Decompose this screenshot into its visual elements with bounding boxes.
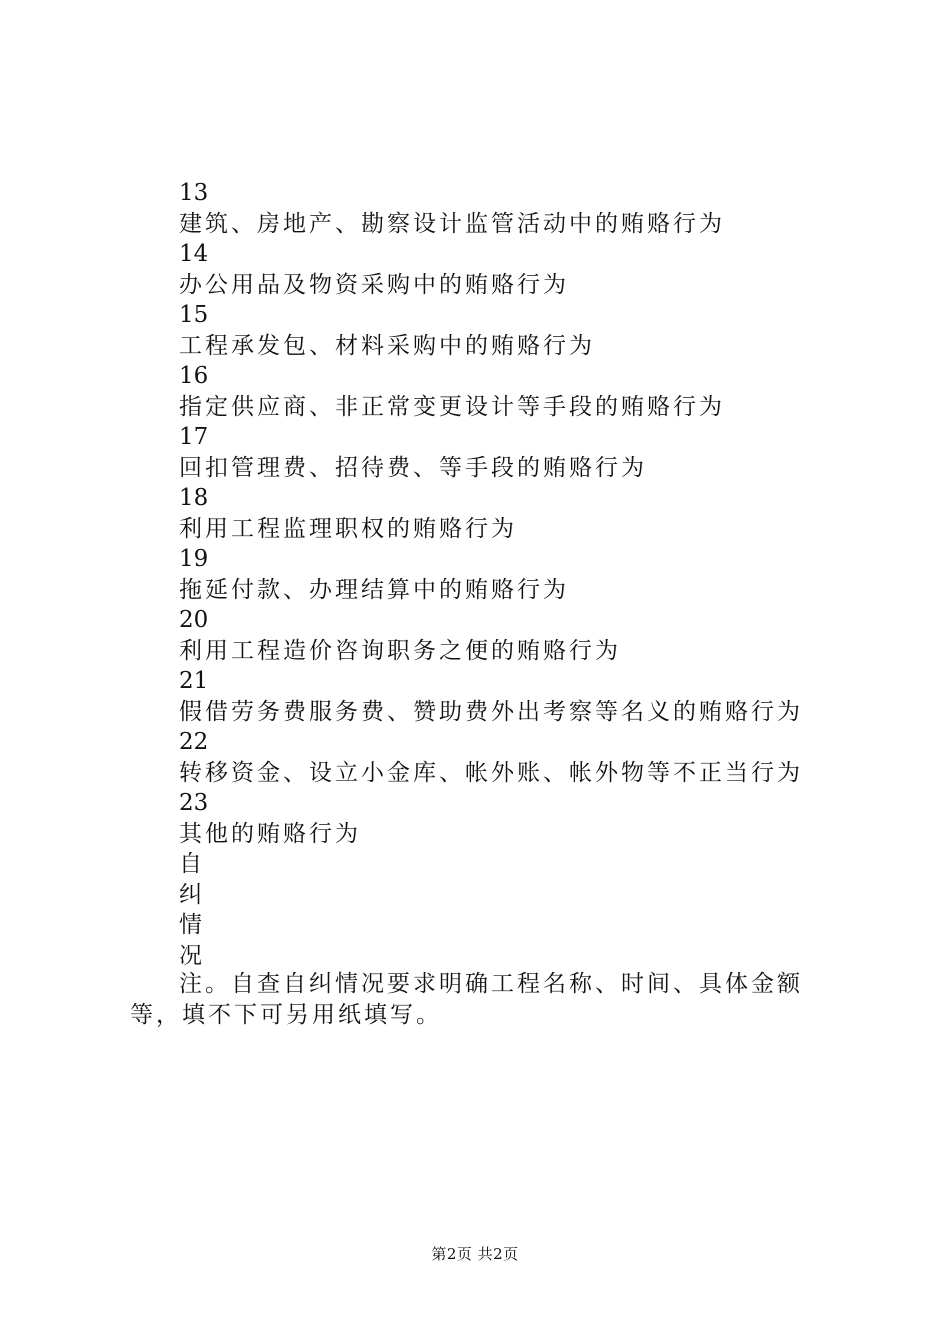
item-text: 工程承发包、材料采购中的贿赂行为	[179, 332, 595, 359]
item-number: 17	[179, 424, 209, 450]
self-check-label-char: 自	[179, 851, 202, 877]
item-list	[179, 178, 879, 971]
item-text: 回扣管理费、招待费、等手段的贿赂行为	[179, 454, 647, 481]
item-text: 转移资金、设立小金库、帐外账、帐外物等不正当行为	[179, 759, 803, 786]
item-text: 办公用品及物资采购中的贿赂行为	[179, 271, 569, 298]
item-number: 14	[179, 241, 209, 267]
page-footer: 第2页 共2页	[431, 1245, 519, 1263]
item-text: 假借劳务费服务费、赞助费外出考察等名义的贿赂行为	[179, 698, 803, 725]
item-text: 指定供应商、非正常变更设计等手段的贿赂行为	[179, 393, 725, 420]
item-text: 利用工程造价咨询职务之便的贿赂行为	[179, 637, 621, 664]
self-check-label-char: 纠	[179, 881, 202, 908]
note-text: 注。自查自纠情况要求明确工程名称、时间、具体金额等，填不下可另用纸填写。	[130, 971, 803, 1028]
item-number: 13	[179, 180, 209, 206]
note-paragraph	[130, 969, 850, 1030]
item-number: 18	[179, 485, 209, 511]
item-text: 利用工程监理职权的贿赂行为	[179, 515, 517, 542]
item-number: 19	[179, 546, 209, 572]
self-check-label-char: 况	[179, 942, 202, 969]
item-text: 建筑、房地产、勘察设计监管活动中的贿赂行为	[179, 210, 725, 237]
item-text: 拖延付款、办理结算中的贿赂行为	[179, 576, 569, 603]
item-number: 16	[179, 363, 209, 389]
item-number: 21	[179, 668, 209, 694]
item-number: 22	[179, 729, 209, 755]
item-number: 23	[179, 790, 209, 816]
item-number: 15	[179, 302, 209, 328]
item-text: 其他的贿赂行为	[179, 820, 361, 847]
item-number: 20	[179, 607, 209, 633]
self-check-label-char: 情	[179, 912, 202, 938]
